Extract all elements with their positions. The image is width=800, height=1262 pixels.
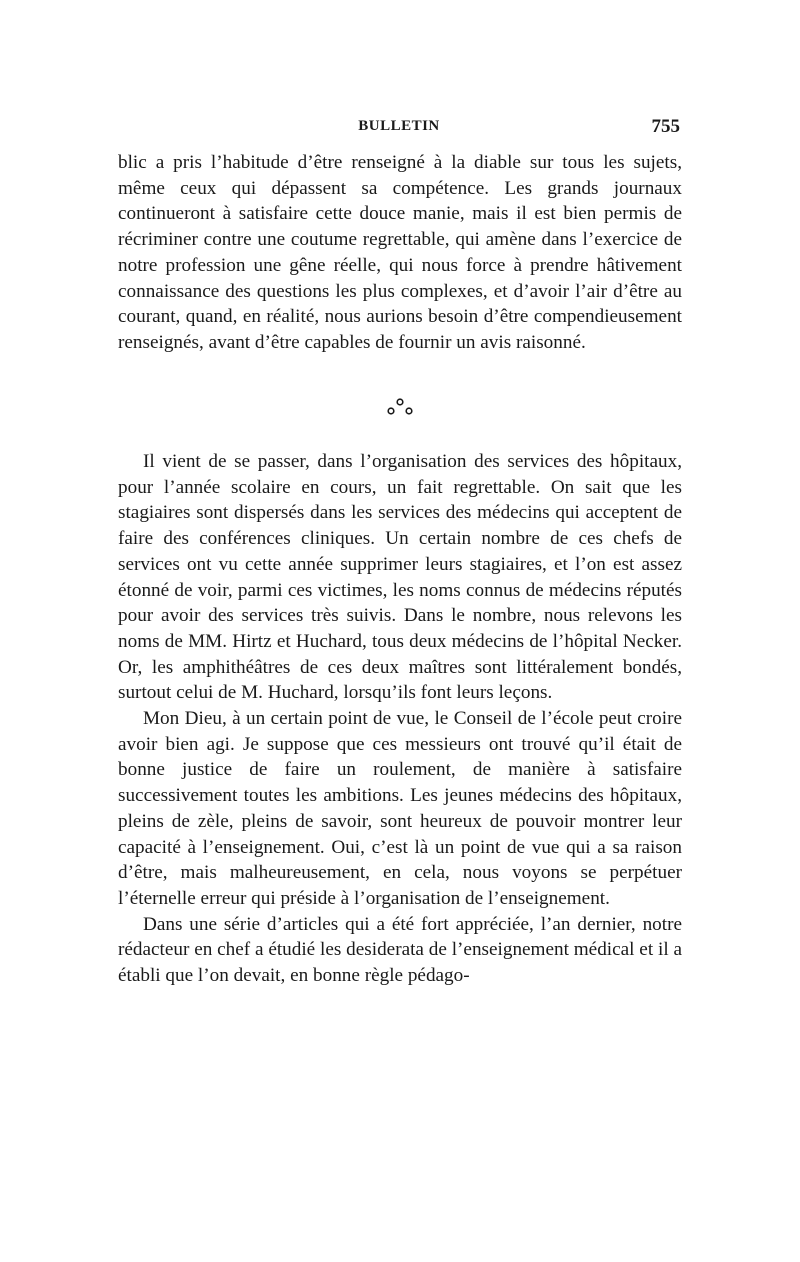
running-title: BULLETIN [358, 118, 440, 134]
paragraph: Mon Dieu, à un certain point de vue, le Conseil de l’école peut croire avoir bien agi. Je suppose que ces messieurs ont trouvé qu’il était de bonne justice de faire un roulement, de manière à satisfaire successivement toutes les ambitions. Les jeunes médecins des hôpitaux, pleins de zèle, pleins de savoir, sont heureux de pouvoir montrer leur capacité à l’enseignement. Oui, c’est là un point de vue qui a sa raison d’être, mais malheureusement, en cela, nous voyons se perpétuer l’éternelle erreur qui préside à l’organisation de l’enseignement. [118, 708, 682, 909]
page-number: 755 [651, 116, 680, 137]
asterism-separator [380, 396, 420, 420]
separator-dot [388, 408, 394, 414]
text-block-first [118, 150, 682, 356]
text-block-second [118, 449, 682, 989]
paragraph: Il vient de se passer, dans l’organisation des services des hôpitaux, pour l’année scolaire en cours, un fait regrettable. On sait que les stagiaires sont dispersés dans les services des médecins qui acceptent de faire des conférences cliniques. Un certain nombre de ces chefs de services ont vu cette année supprimer leurs stagiaires, et l’on est assez étonné de voir, parmi ces victimes, les noms connus de médecins réputés pour avoir des services très suivis. Dans le nombre, nous relevons les noms de MM. Hirtz et Huchard, tous deux médecins de l’hôpital Necker. Or, les amphithéâtres de ces deux maîtres sont littéralement bondés, surtout celui de M. Huchard, lorsqu’ils font leurs leçons. [118, 451, 682, 704]
separator-dot [406, 408, 412, 414]
paragraph: blic a pris l’habitude d’être renseigné à la diable sur tous les sujets, même ceux qui dépassent sa compétence. Les grands journaux continueront à satisfaire cette douce manie, mais il est bien permis de récriminer contre une coutume regrettable, qui amène dans l’exercice de notre profession une gêne réelle, qui nous force à prendre hâtivement connaissance des questions les plus complexes, et d’avoir l’air d’être au courant, quand, en réalité, nous aurions besoin d’être compendieusement renseignés, avant d’être capables de fournir un avis raisonné. [118, 152, 682, 353]
running-header [118, 116, 680, 140]
paragraph: Dans une série d’articles qui a été fort appréciée, l’an dernier, notre rédacteur en chef a étudié les desiderata de l’enseignement médical et il a établi que l’on devait, en bonne règle pédago- [118, 913, 682, 987]
separator-dot [397, 399, 403, 405]
